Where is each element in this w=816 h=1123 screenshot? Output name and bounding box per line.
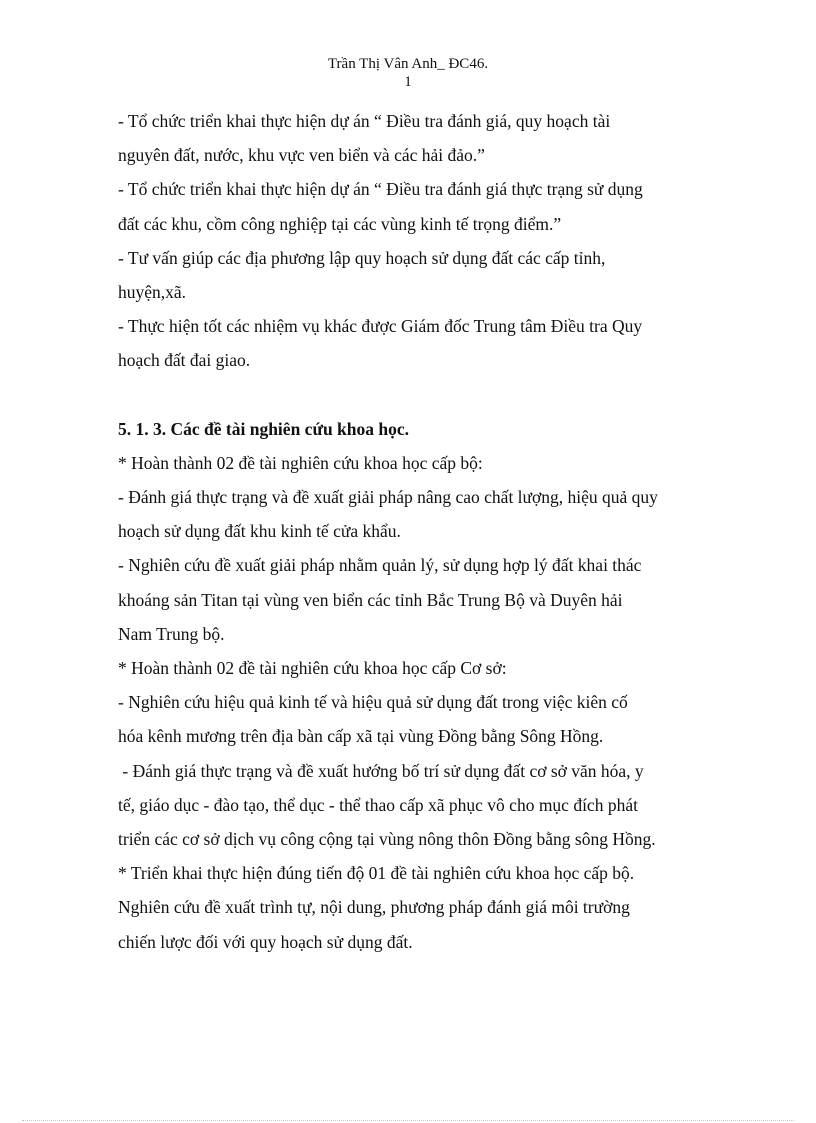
text-line: nguyên đất, nước, khu vực ven biển và các hải đảo.” [118,145,485,166]
text-line: chiến lược đối với quy hoạch sử dụng đất. [118,931,413,952]
paragraph-gap [118,378,718,412]
text-line: - Nghiên cứu hiệu quả kinh tế và hiệu quả sử dụng đất trong việc kiên cố [118,692,628,713]
text-line: * Triển khai thực hiện đúng tiến độ 01 đề tài nghiên cứu khoa học cấp bộ. [118,863,635,884]
text-line: - Nghiên cứu đề xuất giải pháp nhằm quản lý, sử dụng hợp lý đất khai thác [118,555,642,576]
page-header [0,55,816,91]
text-line: khoáng sản Titan tại vùng ven biển các tỉnh Bắc Trung Bộ và Duyên hải [118,589,623,610]
author-line: Trần Thị Vân Anh_ ĐC46. [327,56,489,72]
text-line: - Tổ chức triển khai thực hiện dự án “ Điều tra đánh giá, quy hoạch tài [118,111,611,131]
text-line: đất các khu, cồm công nghiệp tại các vùng kinh tế trọng điểm.” [118,213,562,234]
text-line: - Thực hiện tốt các nhiệm vụ khác được Giám đốc Trung tâm Điều tra Quy [118,316,643,337]
text-line: * Hoàn thành 02 đề tài nghiên cứu khoa học cấp Cơ sở: [118,658,507,679]
text-line: triển các cơ sở dịch vụ công cộng tại vùng nông thôn Đồng bằng sông Hồng. [118,829,656,850]
text-line: Nghiên cứu đề xuất trình tự, nội dung, phương pháp đánh giá môi trường [118,897,630,918]
text-line: hoạch đất đai giao. [118,350,251,371]
text-line: * Hoàn thành 02 đề tài nghiên cứu khoa học cấp bộ: [118,452,483,473]
document-body [118,104,718,959]
text-line: huyện,xã. [118,282,187,303]
page-bottom-rule [22,1120,794,1121]
text-line: Nam Trung bộ. [118,623,225,644]
section-heading: 5. 1. 3. Các đề tài nghiên cứu khoa học. [118,418,410,439]
text-line: - Đánh giá thực trạng và đề xuất hướng bố trí sử dụng đất cơ sở văn hóa, y [118,760,644,781]
text-line: - Tổ chức triển khai thực hiện dự án “ Điều tra đánh giá thực trạng sử dụng [118,179,643,200]
text-line: tế, giáo dục - đào tạo, thể dục - thể thao cấp xã phục vô cho mục đích phát [118,794,638,815]
page-number: 1 [404,74,412,90]
text-line: - Đánh giá thực trạng và đề xuất giải pháp nâng cao chất lượng, hiệu quả quy [118,487,658,508]
text-line: hoạch sử dụng đất khu kinh tế cửa khẩu. [118,521,401,542]
text-line: - Tư vấn giúp các địa phương lập quy hoạch sử dụng đất các cấp tỉnh, [118,247,606,268]
text-line: hóa kênh mương trên địa bàn cấp xã tại vùng Đồng bằng Sông Hồng. [118,726,604,747]
